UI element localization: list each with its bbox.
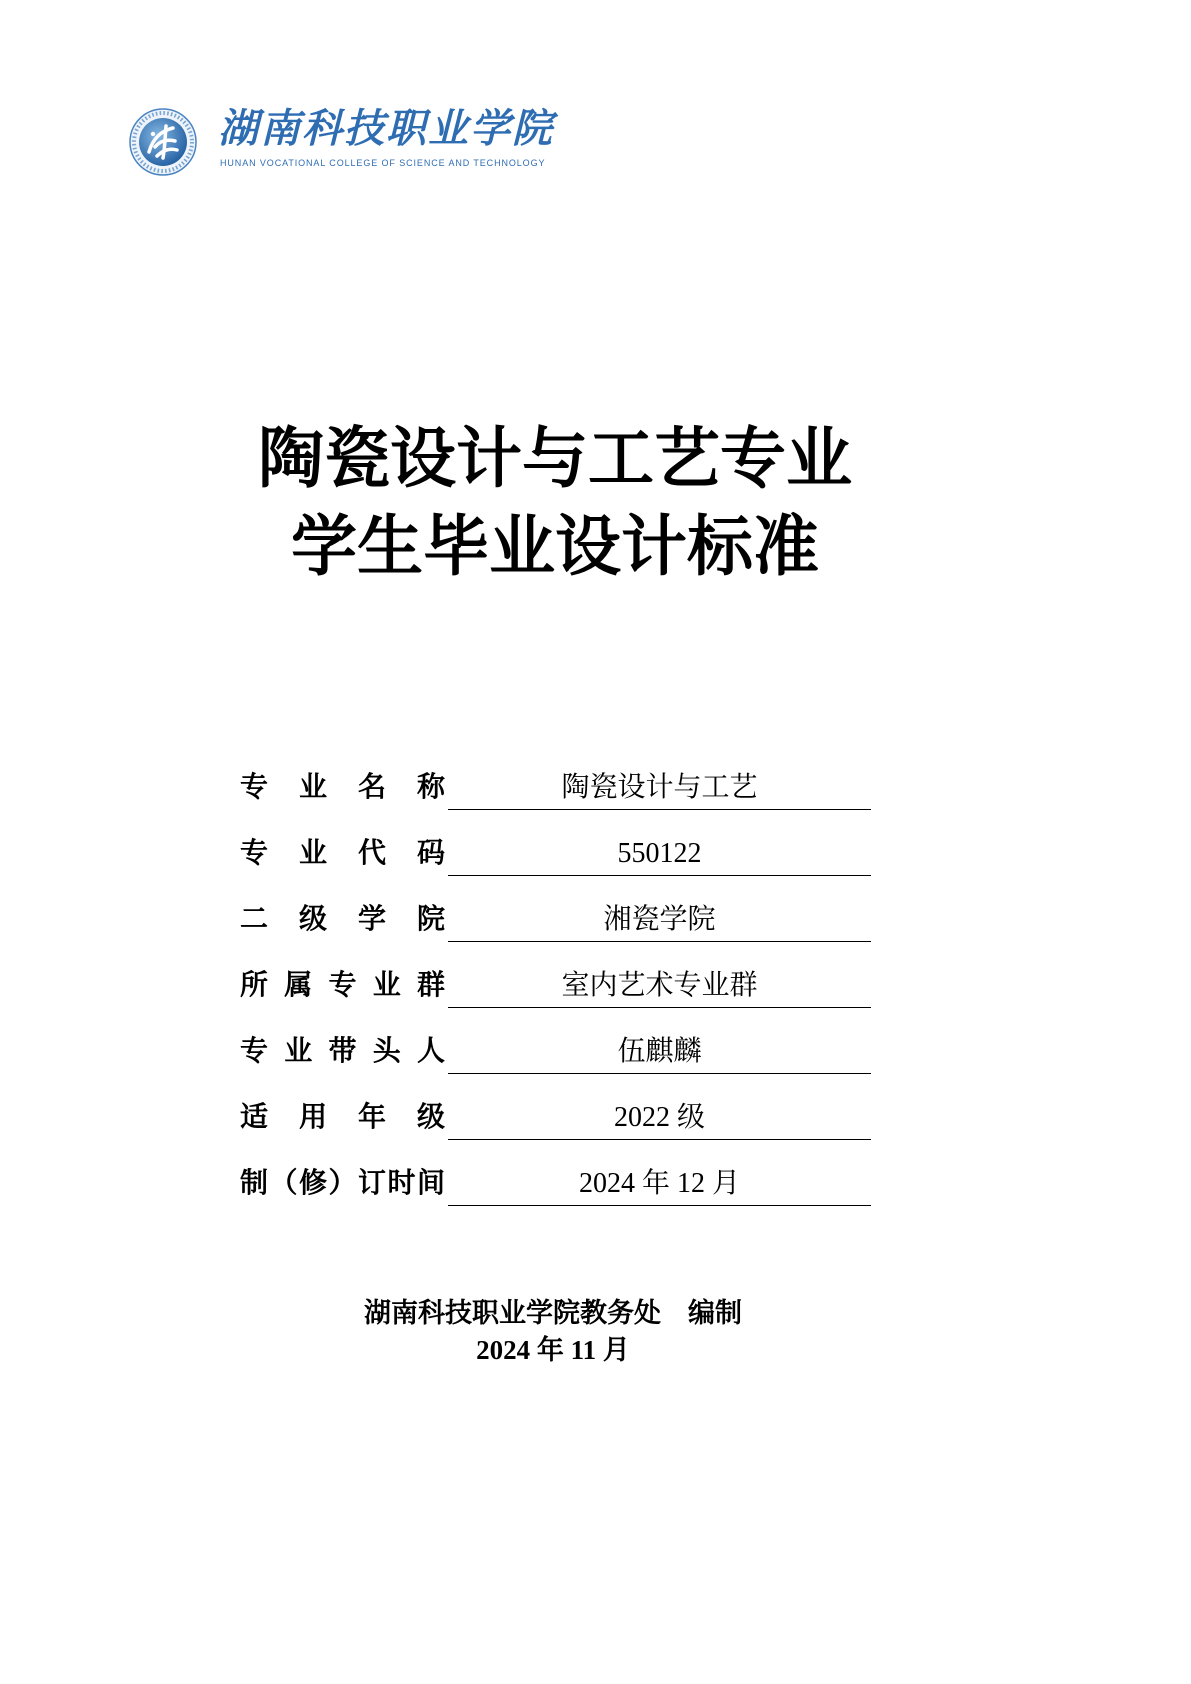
info-label: 制（修）订时间 xyxy=(240,1168,445,1199)
info-value: 室内艺术专业群 xyxy=(448,964,871,1008)
college-name-english: HUNAN VOCATIONAL COLLEGE OF SCIENCE AND TECHNOLOGY xyxy=(220,158,546,168)
college-emblem xyxy=(128,107,198,177)
document-title xyxy=(155,416,955,592)
info-row-major-group xyxy=(240,964,871,1030)
info-label: 专 业 带 头 人 xyxy=(240,1036,445,1067)
info-row-major-code xyxy=(240,832,871,898)
info-row-grade xyxy=(240,1096,871,1162)
info-row-school xyxy=(240,898,871,964)
info-value: 陶瓷设计与工艺 xyxy=(448,766,871,810)
info-label: 所 属 专 业 群 xyxy=(240,970,445,1001)
info-row-leader xyxy=(240,1030,871,1096)
info-value: 2022 级 xyxy=(448,1096,871,1140)
info-label: 专 业 名 称 xyxy=(240,772,445,803)
college-name-calligraphy: 湖南科技职业学院 xyxy=(218,105,554,152)
college-emblem-graphic xyxy=(128,107,198,177)
title-line-2: 学生毕业设计标准 xyxy=(291,511,819,584)
info-value: 2024 年 12 月 xyxy=(448,1162,871,1206)
info-label: 二 级 学 院 xyxy=(240,904,445,935)
info-row-major-name xyxy=(240,766,871,832)
info-value: 湘瓷学院 xyxy=(448,898,871,942)
info-row-revision-date xyxy=(240,1162,871,1228)
issuer-line: 湖南科技职业学院教务处 编制 xyxy=(364,1298,742,1328)
info-value: 550122 xyxy=(448,832,871,876)
info-label: 专 业 代 码 xyxy=(240,838,445,869)
info-table xyxy=(240,766,871,1228)
title-line-1: 陶瓷设计与工艺专业 xyxy=(258,423,852,496)
issue-date: 2024 年 11 月 xyxy=(476,1335,630,1365)
document-footer xyxy=(153,1295,953,1369)
info-label: 适 用 年 级 xyxy=(240,1102,445,1133)
info-value: 伍麒麟 xyxy=(448,1030,871,1074)
